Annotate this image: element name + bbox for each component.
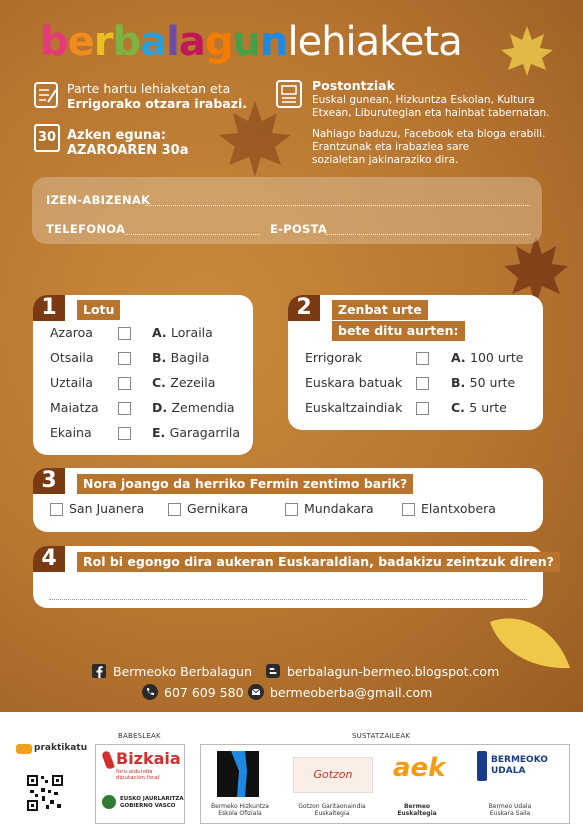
question-number: 3 [33, 468, 65, 494]
promoters-box [200, 744, 570, 824]
match-right-item [152, 400, 235, 415]
question3-card [33, 468, 543, 532]
option-letter: B. [152, 350, 171, 365]
option-letter: C. [152, 375, 171, 390]
title-letter: b [40, 19, 68, 65]
phone-number[interactable]: 607 609 580 [164, 685, 244, 700]
participate-line2: Errigorako otzara irabazi. [67, 96, 248, 111]
match-checkbox[interactable] [118, 427, 131, 440]
question-number: 4 [33, 546, 65, 572]
social-line2: Erantzunak eta irabazlea sare [312, 141, 470, 153]
phone-label: TELEFONOA [46, 222, 126, 236]
mailbox-line2: Etxean, Liburutegian eta hainbat tabernatan. [312, 107, 550, 119]
question-title: Nora joango da herriko Fermin zentimo barik? [77, 474, 413, 494]
title-letter: a [178, 19, 205, 65]
option-checkbox[interactable] [285, 503, 298, 516]
question-title: Rol bi egongo dira aukeran Euskaraldian, badakizu zeintzuk diren? [77, 552, 560, 572]
match-left-item: Euskara batuak [305, 375, 403, 390]
title-light: lehiaketa [287, 19, 462, 65]
email-link[interactable]: bermeoberba@gmail.com [270, 685, 433, 700]
question-title: Lotu [77, 300, 120, 320]
option-label: 100 urte [470, 350, 524, 365]
udala-logo-line2: UDALA [491, 766, 526, 776]
option-letter: C. [451, 400, 470, 415]
option-checkbox[interactable] [402, 503, 415, 516]
option-label: Zemendia [171, 400, 235, 415]
email-field[interactable] [325, 234, 530, 235]
participate-line1: Parte hartu lehiaketan eta [67, 81, 231, 96]
social-line3: sozialetan jakinaraziko dira. [312, 154, 459, 166]
gotzon-logo: Gotzon [293, 757, 373, 793]
org4-line2: Euskara Saila [489, 810, 531, 817]
title-letter: g [204, 19, 233, 65]
option-checkbox[interactable] [50, 503, 63, 516]
org1-line1: Bermeko Hizkuntza [211, 803, 269, 810]
praktikatu-logo: praktikatu [34, 743, 88, 753]
match-checkbox[interactable] [118, 377, 131, 390]
answer-line[interactable] [49, 598, 527, 600]
title-bold [40, 19, 287, 65]
question1-card [33, 295, 253, 455]
bizkaia-tree-icon [101, 750, 115, 770]
social-line1: Nahiago baduzu, Facebook eta bloga erabili. [312, 128, 546, 140]
option-label: San Juanera [69, 501, 145, 516]
title-letter: r [93, 19, 113, 65]
bizkaia-subtitle: foru aldundia diputación foral [116, 769, 160, 781]
supporters-label: BABESLEAK [118, 732, 161, 740]
option-letter: A. [152, 325, 172, 340]
match-checkbox[interactable] [118, 352, 131, 365]
option-letter: B. [451, 375, 470, 390]
org2-line2: Euskaltegia [314, 810, 350, 817]
question-title-line2: bete ditu aurten: [332, 321, 465, 341]
qr-code-icon [26, 774, 64, 812]
mailbox-line1: Euskal gunean, Hizkuntza Eskolan, Kultura [312, 94, 535, 106]
eusko-line1: EUSKO JAURLARITZA [120, 796, 184, 802]
name-field[interactable] [145, 205, 530, 206]
title-letter: u [232, 19, 260, 65]
option-label: Gernikara [187, 501, 249, 516]
hizkuntza-eskola-logo [217, 751, 259, 797]
title-letter: a [140, 19, 167, 65]
deadline-value: AZAROAREN 30a [67, 143, 189, 158]
sponsor-strip [0, 712, 583, 827]
bizkaia-logo: Bizkaia [116, 749, 181, 768]
udala-emblem-icon [477, 751, 487, 781]
phone-icon [142, 684, 158, 700]
maple-leaf-icon [498, 22, 556, 78]
match-left-item: Ekaina [50, 425, 92, 440]
blog-link[interactable]: berbalagun-bermeo.blogspot.com [287, 664, 500, 679]
question-number: 1 [33, 295, 65, 321]
option-label: Bagila [170, 350, 210, 365]
match-left-item: Euskaltzaindiak [305, 400, 403, 415]
option-letter: A. [451, 350, 471, 365]
match-checkbox[interactable] [416, 377, 429, 390]
org3-line1: Bermeo [403, 803, 431, 810]
option-label: Loraila [171, 325, 213, 340]
match-checkbox[interactable] [416, 352, 429, 365]
question2-card [288, 295, 543, 430]
match-right-item [451, 350, 524, 365]
promoters-label: SUSTATZAILEAK [352, 732, 411, 740]
match-checkbox[interactable] [118, 402, 131, 415]
option-label: Elantxobera [421, 501, 496, 516]
facebook-link[interactable]: Bermeoko Berbalagun [113, 664, 253, 679]
match-right-item [152, 350, 209, 365]
org4-line1: Bermeo Udala [488, 803, 532, 810]
match-right-item [451, 400, 507, 415]
match-left-item: Azaroa [50, 325, 93, 340]
match-left-item: Maiatza [50, 400, 99, 415]
option-letter: D. [152, 400, 172, 415]
blog-icon [266, 664, 280, 678]
title-letter: e [67, 19, 94, 65]
deadline-label: Azken eguna: [67, 128, 167, 143]
match-checkbox[interactable] [118, 327, 131, 340]
option-checkbox[interactable] [168, 503, 181, 516]
option-label: 5 urte [469, 400, 507, 415]
match-checkbox[interactable] [416, 402, 429, 415]
org2-line1: Gotzon Garitaonaindia [298, 803, 366, 810]
title-letter: b [112, 19, 141, 65]
email-icon [248, 684, 264, 700]
question-number: 2 [288, 295, 320, 321]
match-right-item [152, 375, 215, 390]
udala-logo-line1: BERMEOKO [491, 755, 548, 765]
name-label: IZEN-ABIZENAK [46, 193, 151, 207]
eusko-jaurlaritza-icon [102, 795, 116, 809]
calendar-date-icon: 30 [34, 124, 60, 152]
match-left-item: Uztaila [50, 375, 93, 390]
match-right-item [152, 425, 240, 440]
match-left-item: Errigorak [305, 350, 363, 365]
eusko-line2: GOBIERNO VASCO [120, 803, 176, 809]
option-label: Garagarrila [169, 425, 241, 440]
option-label: Zezeila [170, 375, 216, 390]
match-right-item [152, 325, 213, 340]
email-label: E-POSTA [270, 222, 328, 236]
mailbox-icon [276, 80, 302, 108]
question4-card [33, 546, 554, 608]
option-label: 50 urte [469, 375, 516, 390]
form-edit-icon [34, 82, 58, 108]
praktikatu-icon [16, 744, 32, 754]
match-left-item: Otsaila [50, 350, 94, 365]
option-label: Mundakara [304, 501, 374, 516]
title-letter: n [260, 19, 288, 65]
org3-line2: Euskaltegia [397, 810, 437, 817]
page-title [40, 18, 462, 66]
mailbox-title: Postontziak [312, 78, 395, 93]
question-title-line1: Zenbat urte [332, 300, 428, 320]
facebook-icon [92, 664, 106, 678]
match-right-item [451, 375, 515, 390]
aek-logo: aek [393, 753, 446, 783]
supporters-box [95, 744, 185, 824]
title-letter: l [166, 19, 179, 65]
phone-field[interactable] [125, 234, 260, 235]
option-letter: E. [152, 425, 170, 440]
org1-line2: Eskola Ofiziala [218, 810, 262, 817]
